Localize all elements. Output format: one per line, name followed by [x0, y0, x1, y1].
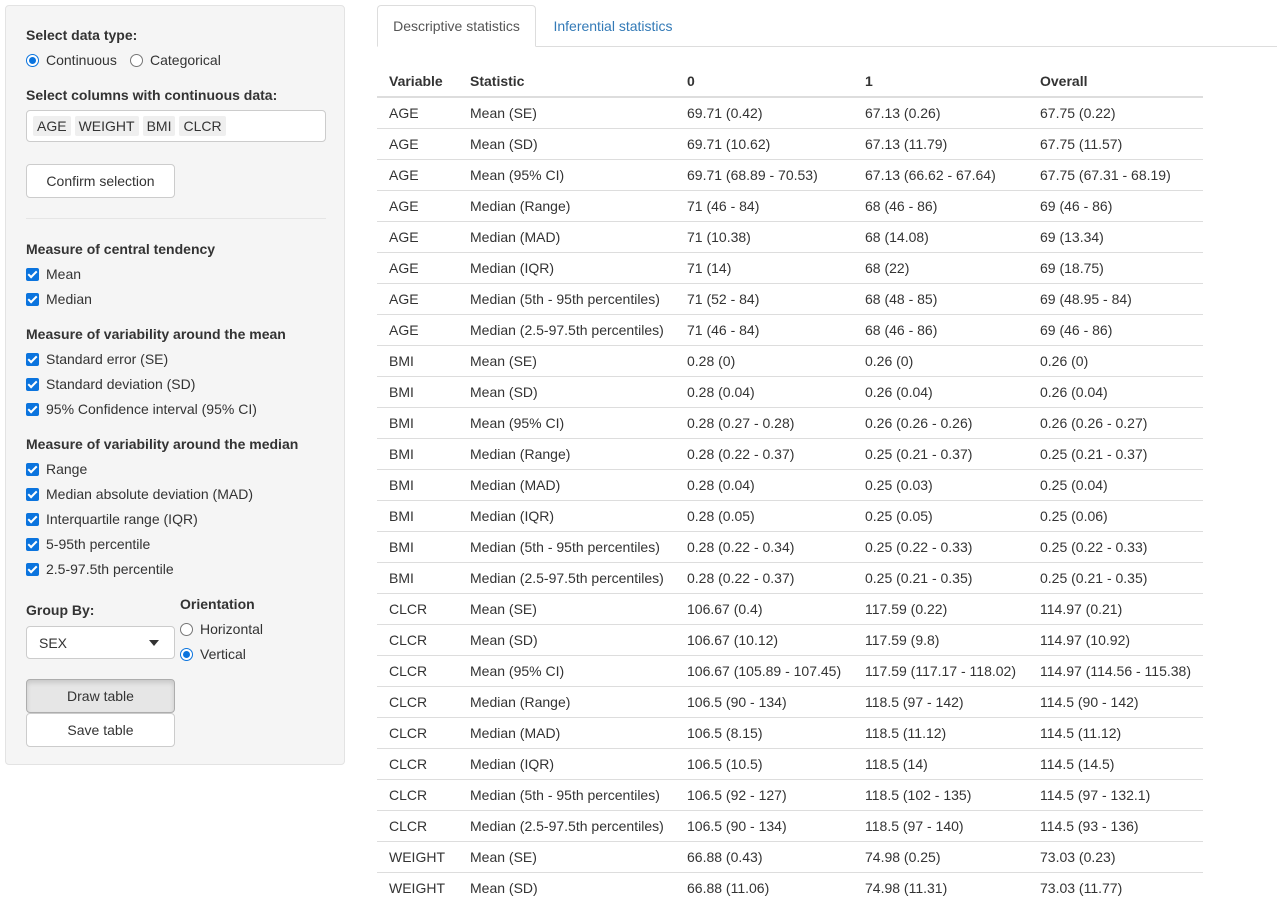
column-chip[interactable]: WEIGHT [75, 116, 139, 136]
table-cell: 114.5 (97 - 132.1) [1028, 779, 1203, 810]
table-cell: 0.28 (0.27 - 0.28) [675, 407, 853, 438]
table-cell: BMI [377, 407, 457, 438]
table-cell: Median (Range) [457, 190, 675, 221]
table-cell: WEIGHT [377, 872, 457, 903]
tab-descriptive-statistics[interactable]: Descriptive statistics [377, 5, 536, 47]
columns-multiselect[interactable] [26, 110, 326, 142]
table-cell: 114.97 (10.92) [1028, 624, 1203, 655]
table-cell: 0.25 (0.21 - 0.37) [1028, 438, 1203, 469]
table-cell: 0.26 (0) [853, 345, 1028, 376]
table-header-row [377, 66, 1203, 97]
table-cell: Median (5th - 95th percentiles) [457, 779, 675, 810]
table-cell: 67.13 (66.62 - 67.64) [853, 159, 1028, 190]
table-cell: 69 (48.95 - 84) [1028, 283, 1203, 314]
table-cell: 69 (13.34) [1028, 221, 1203, 252]
checkbox-mad-box[interactable] [26, 488, 39, 501]
chevron-down-icon [149, 640, 159, 646]
column-chip[interactable]: CLCR [179, 116, 225, 136]
table-cell: 114.5 (14.5) [1028, 748, 1203, 779]
table-row [377, 562, 1203, 593]
data-type-label: Select data type: [26, 27, 138, 43]
table-cell: 106.5 (90 - 134) [675, 810, 853, 841]
checkbox-mean[interactable] [26, 266, 81, 282]
table-cell: AGE [377, 97, 457, 128]
table-cell: BMI [377, 376, 457, 407]
radio-continuous-indicator[interactable] [26, 54, 39, 67]
variability-mean-label: Measure of variability around the mean [26, 326, 286, 342]
table-row [377, 128, 1203, 159]
table-cell: 117.59 (117.17 - 118.02) [853, 655, 1028, 686]
table-cell: Mean (SD) [457, 376, 675, 407]
checkbox-label: 95% Confidence interval (95% CI) [46, 401, 257, 417]
table-cell: 73.03 (11.77) [1028, 872, 1203, 903]
table-cell: Mean (SE) [457, 345, 675, 376]
table-cell: 69 (46 - 86) [1028, 190, 1203, 221]
table-cell: Median (IQR) [457, 748, 675, 779]
table-cell: AGE [377, 190, 457, 221]
table-cell: AGE [377, 159, 457, 190]
confirm-selection-button[interactable]: Confirm selection [26, 164, 175, 198]
table-cell: CLCR [377, 655, 457, 686]
table-cell: Median (5th - 95th percentiles) [457, 531, 675, 562]
table-cell: 114.97 (0.21) [1028, 593, 1203, 624]
checkbox-2-5-97-5-box[interactable] [26, 563, 39, 576]
radio-continuous[interactable] [26, 52, 117, 68]
table-row [377, 252, 1203, 283]
table-cell: 71 (46 - 84) [675, 190, 853, 221]
table-body [377, 97, 1203, 903]
group-by-value: SEX [39, 634, 68, 651]
checkbox-sd-box[interactable] [26, 378, 39, 391]
sidebar-panel [5, 5, 345, 765]
table-cell: 106.5 (10.5) [675, 748, 853, 779]
table-cell: 69.71 (10.62) [675, 128, 853, 159]
table-cell: 67.13 (11.79) [853, 128, 1028, 159]
table-cell: 0.25 (0.21 - 0.35) [1028, 562, 1203, 593]
table-row [377, 872, 1203, 903]
draw-table-button[interactable]: Draw table [26, 679, 175, 713]
table-cell: 0.25 (0.21 - 0.37) [853, 438, 1028, 469]
table-cell: BMI [377, 500, 457, 531]
table-row [377, 159, 1203, 190]
table-cell: Mean (95% CI) [457, 655, 675, 686]
table-cell: 0.26 (0.04) [1028, 376, 1203, 407]
table-cell: 67.75 (11.57) [1028, 128, 1203, 159]
checkbox-label: Standard deviation (SD) [46, 376, 196, 392]
radio-continuous-label: Continuous [46, 52, 117, 68]
table-cell: BMI [377, 562, 457, 593]
column-header: 0 [675, 66, 853, 97]
table-cell: Median (5th - 95th percentiles) [457, 283, 675, 314]
table-cell: 71 (46 - 84) [675, 314, 853, 345]
table-cell: CLCR [377, 717, 457, 748]
table-cell: 0.28 (0.04) [675, 469, 853, 500]
table-row [377, 500, 1203, 531]
table-cell: CLCR [377, 748, 457, 779]
radio-horizontal-indicator[interactable] [180, 623, 193, 636]
save-table-button[interactable]: Save table [26, 713, 175, 747]
table-row [377, 686, 1203, 717]
table-cell: 0.25 (0.03) [853, 469, 1028, 500]
table-cell: Median (2.5-97.5th percentiles) [457, 810, 675, 841]
checkbox-label: Interquartile range (IQR) [46, 511, 198, 527]
checkbox-se[interactable] [26, 351, 168, 367]
checkbox-2-5-97-5[interactable] [26, 561, 174, 577]
table-cell: 0.25 (0.21 - 0.35) [853, 562, 1028, 593]
table-cell: Median (Range) [457, 686, 675, 717]
group-by-select[interactable] [26, 626, 175, 659]
table-row [377, 97, 1203, 128]
table-cell: Median (MAD) [457, 717, 675, 748]
radio-horizontal-label: Horizontal [200, 621, 264, 637]
table-cell: 0.25 (0.04) [1028, 469, 1203, 500]
table-cell: 74.98 (11.31) [853, 872, 1028, 903]
table-cell: 69 (46 - 86) [1028, 314, 1203, 345]
table-cell: 68 (22) [853, 252, 1028, 283]
table-cell: 0.26 (0.26 - 0.27) [1028, 407, 1203, 438]
checkbox-range[interactable] [26, 461, 87, 477]
central-tendency-label: Measure of central tendency [26, 241, 216, 257]
radio-vertical-label: Vertical [200, 646, 246, 662]
table-cell: 0.25 (0.22 - 0.33) [853, 531, 1028, 562]
table-cell: 0.25 (0.22 - 0.33) [1028, 531, 1203, 562]
table-cell: CLCR [377, 779, 457, 810]
table-row [377, 779, 1203, 810]
columns-label: Select columns with continuous data: [26, 87, 278, 103]
table-cell: 0.26 (0.26 - 0.26) [853, 407, 1028, 438]
checkbox-label: Range [46, 461, 88, 477]
table-row [377, 717, 1203, 748]
column-header: Statistic [457, 66, 675, 97]
table-cell: Mean (95% CI) [457, 407, 675, 438]
table-cell: 68 (46 - 86) [853, 190, 1028, 221]
table-cell: AGE [377, 252, 457, 283]
checkbox-mean-box[interactable] [26, 268, 39, 281]
checkbox-label: 5-95th percentile [46, 536, 151, 552]
table-row [377, 841, 1203, 872]
table-cell: Median (2.5-97.5th percentiles) [457, 562, 675, 593]
table-cell: 118.5 (97 - 142) [853, 686, 1028, 717]
table-cell: Mean (SD) [457, 128, 675, 159]
group-by-label: Group By: [26, 602, 95, 618]
table-cell: 66.88 (11.06) [675, 872, 853, 903]
table-cell: Mean (SE) [457, 593, 675, 624]
table-row [377, 655, 1203, 686]
tab-bar [377, 5, 1277, 47]
table-row [377, 221, 1203, 252]
checkbox-range-box[interactable] [26, 463, 39, 476]
table-cell: Median (Range) [457, 438, 675, 469]
table-cell: 71 (14) [675, 252, 853, 283]
table-cell: 106.67 (105.89 - 107.45) [675, 655, 853, 686]
table-cell: BMI [377, 438, 457, 469]
radio-horizontal[interactable] [180, 621, 263, 637]
table-cell: 117.59 (9.8) [853, 624, 1028, 655]
table-row [377, 469, 1203, 500]
table-cell: 73.03 (0.23) [1028, 841, 1203, 872]
column-header: 1 [853, 66, 1028, 97]
table-row [377, 593, 1203, 624]
table-row [377, 624, 1203, 655]
statistics-table [377, 66, 1203, 903]
table-cell: BMI [377, 469, 457, 500]
table-cell: 69.71 (0.42) [675, 97, 853, 128]
table-cell: CLCR [377, 810, 457, 841]
table-cell: 118.5 (102 - 135) [853, 779, 1028, 810]
table-cell: 0.28 (0.22 - 0.34) [675, 531, 853, 562]
checkbox-median-box[interactable] [26, 293, 39, 306]
checkbox-label: Mean [46, 266, 82, 282]
table-cell: 106.67 (10.12) [675, 624, 853, 655]
table-cell: 0.28 (0.22 - 0.37) [675, 562, 853, 593]
table-cell: Median (2.5-97.5th percentiles) [457, 314, 675, 345]
checkbox-sd[interactable] [26, 376, 195, 392]
table-cell: CLCR [377, 624, 457, 655]
table-cell: 66.88 (0.43) [675, 841, 853, 872]
table-cell: 68 (14.08) [853, 221, 1028, 252]
table-cell: 114.5 (11.12) [1028, 717, 1203, 748]
table-cell: 68 (46 - 86) [853, 314, 1028, 345]
table-cell: 106.5 (90 - 134) [675, 686, 853, 717]
table-cell: 114.5 (90 - 142) [1028, 686, 1203, 717]
column-header: Variable [377, 66, 457, 97]
table-cell: CLCR [377, 593, 457, 624]
table-row [377, 810, 1203, 841]
table-cell: Mean (95% CI) [457, 159, 675, 190]
radio-vertical-indicator[interactable] [180, 648, 193, 661]
checkbox-5-95[interactable] [26, 536, 150, 552]
table-row [377, 345, 1203, 376]
table-cell: AGE [377, 128, 457, 159]
checkbox-ci-box[interactable] [26, 403, 39, 416]
table-cell: 67.75 (0.22) [1028, 97, 1203, 128]
checkbox-median[interactable] [26, 291, 92, 307]
divider [26, 218, 326, 219]
table-cell: Mean (SD) [457, 624, 675, 655]
table-cell: 71 (10.38) [675, 221, 853, 252]
column-chip[interactable]: AGE [33, 116, 71, 136]
table-cell: 69 (18.75) [1028, 252, 1203, 283]
table-cell: 118.5 (11.12) [853, 717, 1028, 748]
table-cell: WEIGHT [377, 841, 457, 872]
table-cell: 114.5 (93 - 136) [1028, 810, 1203, 841]
table-cell: CLCR [377, 686, 457, 717]
column-chip[interactable]: BMI [143, 116, 176, 136]
column-header: Overall [1028, 66, 1203, 97]
checkbox-mad[interactable] [26, 486, 253, 502]
table-row [377, 190, 1203, 221]
checkbox-label: Median [46, 291, 92, 307]
table-row [377, 748, 1203, 779]
table-cell: 0.26 (0.04) [853, 376, 1028, 407]
table-cell: 74.98 (0.25) [853, 841, 1028, 872]
table-cell: 69.71 (68.89 - 70.53) [675, 159, 853, 190]
checkbox-label: 2.5-97.5th percentile [46, 561, 174, 577]
table-cell: 0.28 (0.22 - 0.37) [675, 438, 853, 469]
table-cell: BMI [377, 345, 457, 376]
table-cell: 106.5 (8.15) [675, 717, 853, 748]
table-cell: 106.67 (0.4) [675, 593, 853, 624]
radio-categorical[interactable] [130, 52, 221, 68]
table-row [377, 438, 1203, 469]
table-cell: 67.13 (0.26) [853, 97, 1028, 128]
table-cell: BMI [377, 531, 457, 562]
radio-categorical-label: Categorical [150, 52, 221, 68]
table-cell: 118.5 (14) [853, 748, 1028, 779]
table-cell: 0.28 (0.04) [675, 376, 853, 407]
radio-vertical[interactable] [180, 646, 246, 662]
table-cell: 0.28 (0.05) [675, 500, 853, 531]
table-row [377, 283, 1203, 314]
tab-inferential-statistics[interactable]: Inferential statistics [553, 18, 673, 34]
table-cell: 118.5 (97 - 140) [853, 810, 1028, 841]
table-cell: 67.75 (67.31 - 68.19) [1028, 159, 1203, 190]
checkbox-label: Median absolute deviation (MAD) [46, 486, 253, 502]
table-cell: 0.28 (0) [675, 345, 853, 376]
checkbox-se-box[interactable] [26, 353, 39, 366]
table-cell: Mean (SE) [457, 97, 675, 128]
table-row [377, 314, 1203, 345]
table-row [377, 376, 1203, 407]
table-cell: AGE [377, 221, 457, 252]
checkbox-5-95-box[interactable] [26, 538, 39, 551]
radio-categorical-indicator[interactable] [130, 54, 143, 67]
table-cell: 106.5 (92 - 127) [675, 779, 853, 810]
table-cell: 0.25 (0.06) [1028, 500, 1203, 531]
table-cell: 71 (52 - 84) [675, 283, 853, 314]
table-cell: 114.97 (114.56 - 115.38) [1028, 655, 1203, 686]
table-row [377, 407, 1203, 438]
table-cell: Mean (SE) [457, 841, 675, 872]
table-cell: Median (MAD) [457, 469, 675, 500]
table-cell: 0.26 (0) [1028, 345, 1203, 376]
checkbox-label: Standard error (SE) [46, 351, 169, 367]
table-cell: Median (IQR) [457, 252, 675, 283]
table-row [377, 531, 1203, 562]
table-cell: AGE [377, 283, 457, 314]
checkbox-iqr[interactable] [26, 511, 198, 527]
table-cell: Median (IQR) [457, 500, 675, 531]
table-cell: Median (MAD) [457, 221, 675, 252]
table-cell: AGE [377, 314, 457, 345]
table-cell: 0.25 (0.05) [853, 500, 1028, 531]
checkbox-ci[interactable] [26, 401, 257, 417]
variability-median-label: Measure of variability around the median [26, 436, 299, 452]
table-cell: Mean (SD) [457, 872, 675, 903]
table-cell: 68 (48 - 85) [853, 283, 1028, 314]
orientation-label: Orientation [180, 596, 255, 612]
table-cell: 117.59 (0.22) [853, 593, 1028, 624]
checkbox-iqr-box[interactable] [26, 513, 39, 526]
